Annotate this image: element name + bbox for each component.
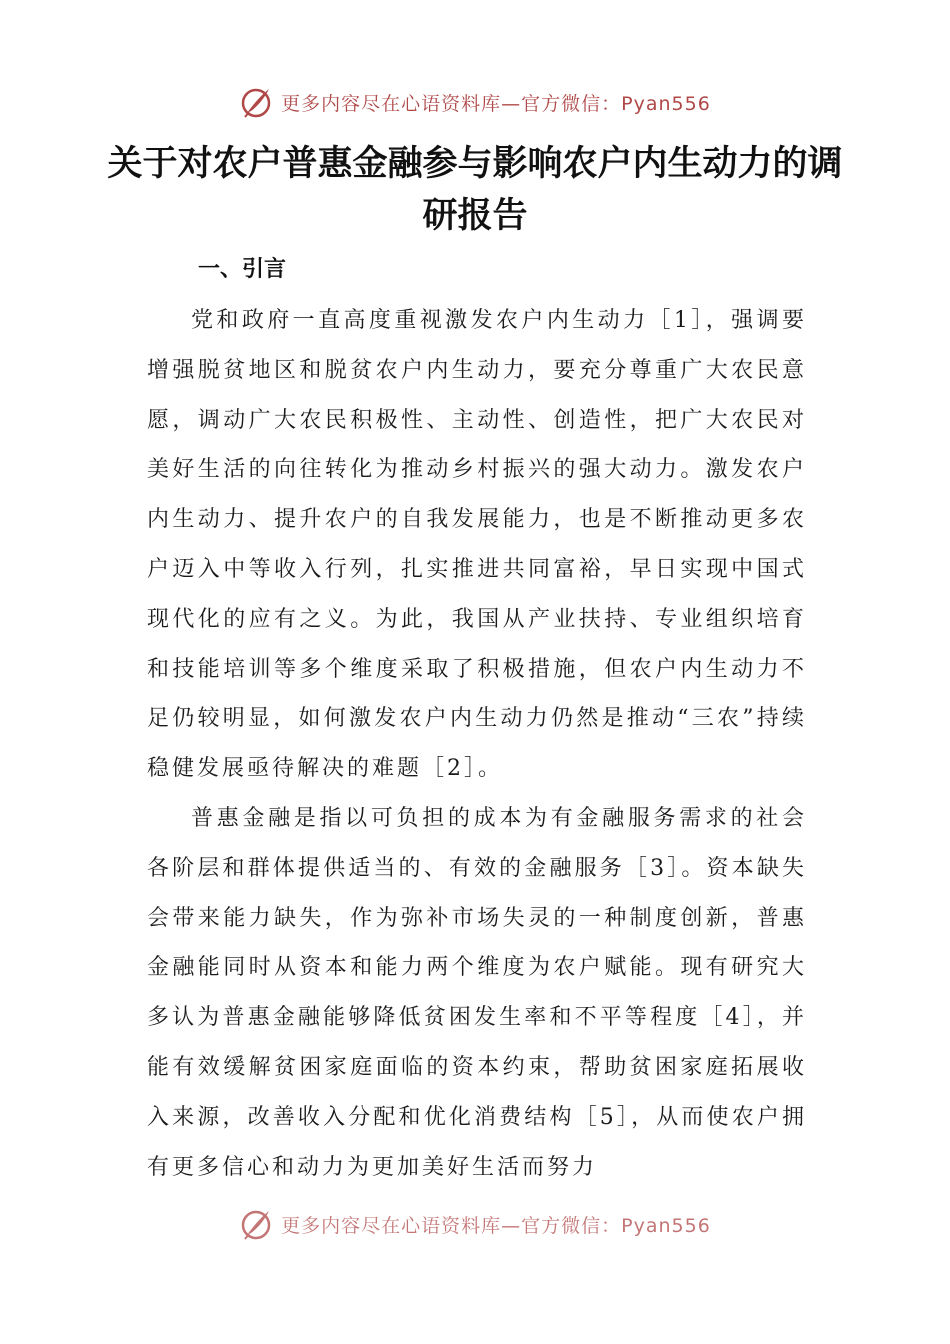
feather-pen-icon [239,1207,273,1241]
watermark-header [0,82,950,122]
feather-pen-icon [239,85,273,119]
watermark-text: 更多内容尽在心语资料库—官方微信：Pyan556 [281,92,711,115]
paragraph: 普惠金融是指以可负担的成本为有金融服务需求的社会各阶层和群体提供适当的、有效的金融服务［3］。资本缺失会带来能力缺失，作为弥补市场失灵的一种制度创新，普惠金融能同时从资本和能力两个维度为农户赋能。现有研究大多认为普惠金融能够降低贫困发生率和不平等程度［4］，并能有效缓解贫困家庭面临的资本约束，帮助贫困家庭拓展收入来源，改善收入分配和优化消费结构［5］，从而使农户拥有更多信心和动力为更加美好生活而努力 [147,805,807,1180]
document-body [147,296,807,1192]
document-title: 关于对农户普惠金融参与影响农户内生动力的调研报告 [107,143,843,236]
paragraph: 党和政府一直高度重视激发农户内生动力［1］，强调要增强脱贫地区和脱贫农户内生动力，要充分尊重广大农民意愿，调动广大农民积极性、主动性、创造性，把广大农民对美好生活的向往转化为推动乡村振兴的强大动力。激发农户内生动力、提升农户的自我发展能力，也是不断推动更多农户迈入中等收入行列，扎实推进共同富裕，早日实现中国式现代化的应有之义。为此，我国从产业扶持、专业组织培育和技能培训等多个维度采取了积极措施，但农户内生动力不足仍较明显，如何激发农户内生动力仍然是推动“三农”持续稳健发展亟待解决的难题［2］。 [147,308,807,782]
section-heading: 一、引言 [198,257,287,282]
watermark-text: 更多内容尽在心语资料库—官方微信：Pyan556 [281,1214,711,1237]
watermark-footer [0,1204,950,1244]
